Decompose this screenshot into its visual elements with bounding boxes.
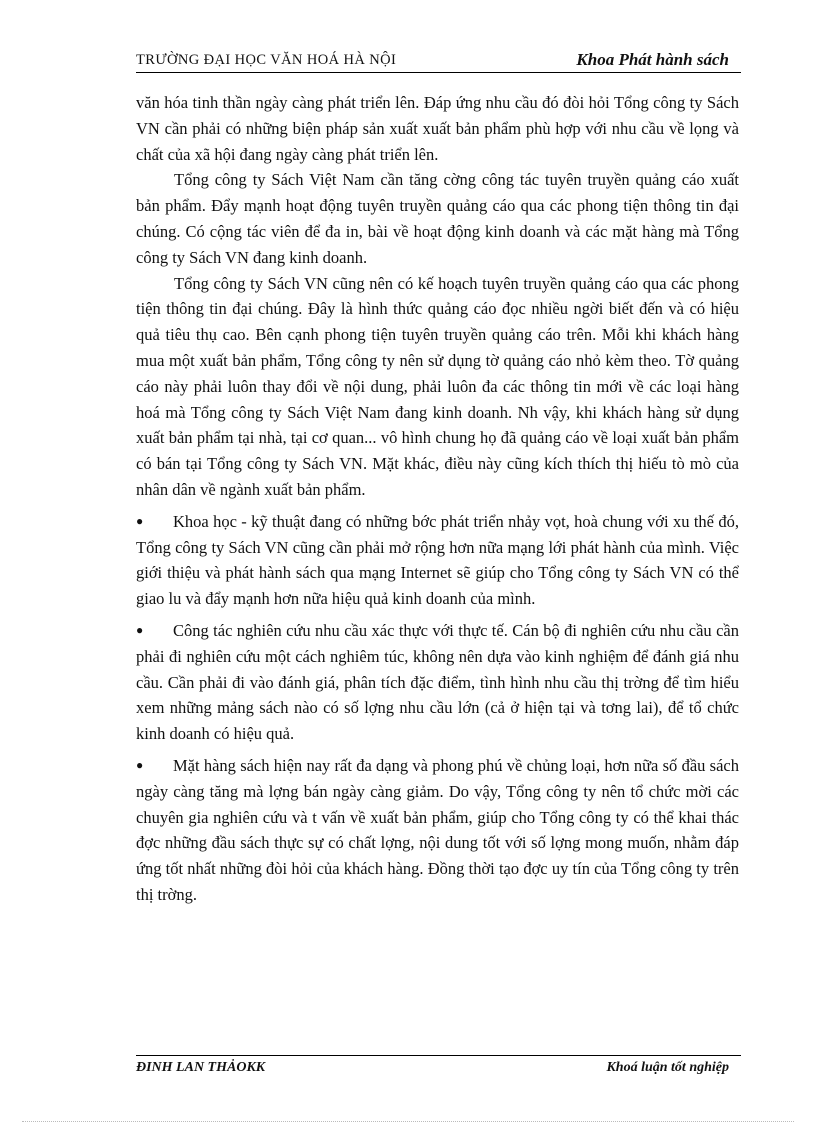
paragraph-continuation: văn hóa tinh thần ngày càng phát triển lên. Đáp ứng nhu cầu đó đòi hỏi Tổng công ty Sách VN cần phải có những biện pháp sản xuất xuất bản phẩm phù hợp với nhu cầu về lọng và chất của xã hội đang ngày càng phát triển lên. (136, 93, 739, 164)
author-name: ĐINH LAN THẢOKK (136, 1060, 266, 1075)
document-body (136, 90, 739, 908)
bullet-icon: ● (136, 757, 144, 772)
document-type: Khoá luận tốt nghiệp (606, 1060, 729, 1075)
page-header (136, 50, 741, 73)
bullet-text: Công tác nghiên cứu nhu cầu xác thực với thực tế. Cán bộ đi nghiên cứu nhu cầu cần phải đi nghiên cứu một cách nghiêm túc, không nên dựa vào kinh nghiệm để đánh giá nhu cầu. Cần phải đi vào đánh giá, phân tích đặc điểm, tình hình nhu cầu thị trờng để tìm hiểu xem những mảng sách nào có số lợng nhu cầu lớn (cả ở hiện tại và tơng lai), để tổ chức kinh doanh có hiệu quả. (136, 620, 739, 744)
paragraph-media-plan: Tổng công ty Sách VN cũng nên có kế hoạch tuyên truyền quảng cáo qua các phong tiện thông tin đại chúng. Đây là hình thức quảng cáo đọc nhiều ngời biết đến và có hiệu quả tiêu thụ cao. Bên cạnh phong tiện tuyên truyền quảng cáo trên. Mỗi khi khách hàng mua một xuất bản phẩm, Tổng công ty nên sử dụng tờ quảng cáo nhỏ kèm theo. Tờ quảng cáo này phải luôn thay đổi về nội dung, phải luôn đa các thông tin mới về các loại hàng hoá mà Tổng công ty Sách Việt Nam đang kinh doanh. Nh vậy, khi khách hàng sử dụng xuất bản phẩm tại nhà, tại cơ quan... vô hình chung họ đã quảng cáo về loại xuất bản phẩm có bán tại Tổng công ty Sách VN. Mặt khác, điều này cũng kích thích thị hiếu tò mò của nhân dân về ngành xuất bản phẩm. (136, 273, 739, 499)
bullet-icon: ● (136, 513, 144, 528)
bullet-item-research (136, 618, 739, 747)
university-name: TRƯỜNG ĐẠI HỌC VĂN HOÁ HÀ NỘI (136, 52, 397, 68)
bullet-text: Mặt hàng sách hiện nay rất đa dạng và phong phú về chủng loại, hơn nữa số đầu sách ngày càng tăng mà lợng bán ngày càng giảm. Do vậy, Tổng công ty nên tổ chức mời các chuyên gia nghiên cứu và t vấn về xuất bản phẩm, giúp cho Tổng công ty có thể khai thác đợc những đầu sách thực sự có chất lợng, nội dung tốt với số lợng mong muốn, nhằm đáp ứng tốt nhất những đòi hỏi của khách hàng. Đồng thời tạo đợc uy tín của Tổng công ty trên thị trờng. (136, 755, 739, 904)
bullet-item-experts (136, 753, 739, 908)
bullet-item-internet (136, 509, 739, 612)
bullet-text: Khoa học - kỹ thuật đang có những bớc phát triển nhảy vọt, hoà chung với xu thế đó, Tổng công ty Sách VN cũng cần phải mở rộng hơn nữa mạng lới phát hành của mình. Việc giới thiệu và phát hành sách qua mạng Internet sẽ giúp cho Tổng công ty Sách VN có thể giao lu và đẩy mạnh hơn nữa hiệu quả kinh doanh của mình. (136, 511, 739, 609)
page-edge-divider (22, 1121, 794, 1122)
bullet-icon: ● (136, 622, 144, 637)
faculty-name: Khoa Phát hành sách (576, 50, 729, 69)
paragraph-advertising: Tổng công ty Sách Việt Nam cần tăng cờng công tác tuyên truyền quảng cáo xuất bản phẩm. Đẩy mạnh hoạt động tuyên truyền quảng cáo qua các phong tiện thông tin đại chúng. Có cộng tác viên để đa in, bài về hoạt động kinh doanh và các mặt hàng mà Tổng công ty Sách VN đang kinh doanh. (136, 170, 739, 267)
page-footer (136, 1055, 741, 1078)
